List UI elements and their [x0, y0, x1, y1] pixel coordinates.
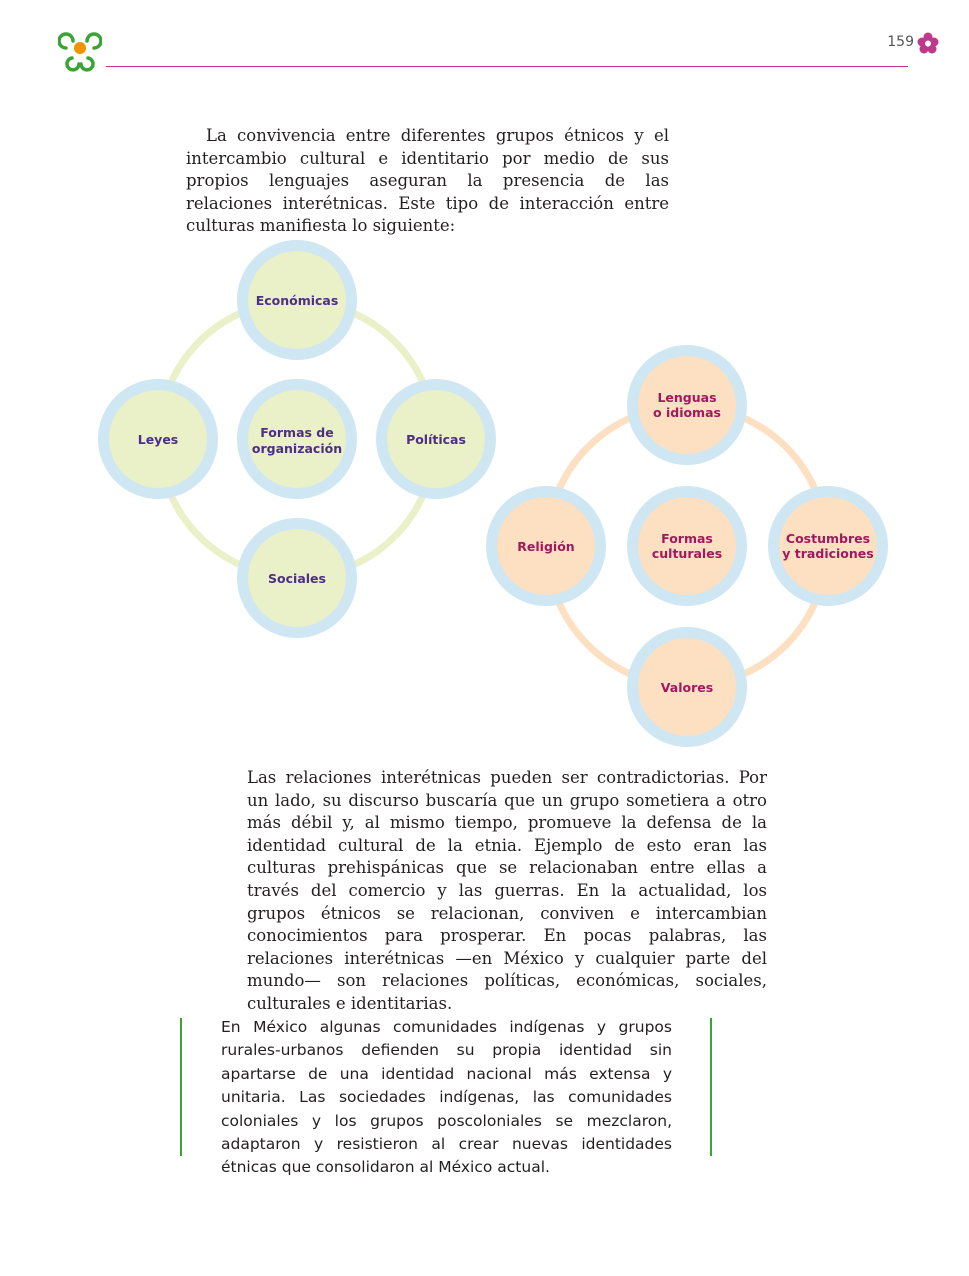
node-formas-organizacion	[237, 379, 357, 499]
node-politicas	[376, 379, 496, 499]
node-costumbres-label-2: y tradiciones	[782, 546, 874, 561]
node-formas-culturales	[627, 486, 747, 606]
node-economicas	[237, 240, 357, 360]
node-economicas-label: Económicas	[255, 293, 339, 308]
callout-right-bar	[710, 1018, 712, 1156]
node-valores	[627, 627, 747, 747]
node-religion-label: Religión	[517, 539, 575, 554]
page-number: 159	[887, 34, 914, 50]
node-religion	[486, 486, 606, 606]
callout-left-bar	[180, 1018, 182, 1156]
node-lenguas-label-1: Lenguas	[657, 390, 717, 405]
contradictions-paragraph: Las relaciones interétnicas pueden ser contradictorias. Por un lado, su discurso buscaría que un grupo sometiera a otro más débil y, al mismo tiempo, promueve la defensa de la identidad cultural de la etnia. Ejemplo de esto eran las culturas prehispánicas que se relacionaban entre ellas a través del comercio y las guerras. En la actualidad, los grupos étnicos se relacionan, conviven e intercambian conocimientos para prosperar. En pocas palabras, las relaciones interétnicas —en México y cualquier parte del mundo— son relaciones políticas, económicas, sociales, culturales e identitarias.	[247, 768, 767, 1013]
node-costumbres	[768, 486, 888, 606]
node-politicas-label: Políticas	[406, 432, 466, 447]
node-formas-culturales-label-1: Formas	[661, 531, 713, 546]
node-valores-label: Valores	[660, 680, 714, 695]
intro-paragraph: La convivencia entre diferentes grupos étnicos y el intercambio cultural e identitario por medio de sus propios lenguajes aseguran la presencia de las relaciones interétnicas. Este tipo de interacción entre culturas manifiesta lo siguiente:	[186, 126, 669, 236]
node-leyes-label: Leyes	[137, 432, 179, 447]
node-leyes	[98, 379, 218, 499]
callout-text: En México algunas comunidades indígenas y grupos rurales-urbanos defienden su propia identidad sin apartarse de una identidad nacional más extensa y unitaria. Las sociedades indígenas, las comunidades coloniales y los grupos poscoloniales se mezclaron, adaptaron y resistieron al crear nuevas identidades étnicas que consolidaron al México actual.	[221, 1018, 672, 1177]
node-formas-organizacion-label-1: Formas de	[260, 425, 334, 440]
node-sociales-label: Sociales	[268, 571, 326, 586]
node-lenguas-label-2: o idiomas	[653, 405, 721, 420]
node-formas-culturales-label-2: culturales	[651, 546, 723, 561]
node-lenguas	[627, 345, 747, 465]
node-sociales	[237, 518, 357, 638]
node-costumbres-label-1: Costumbres	[785, 531, 871, 546]
node-formas-organizacion-label-2: organización	[251, 441, 343, 456]
